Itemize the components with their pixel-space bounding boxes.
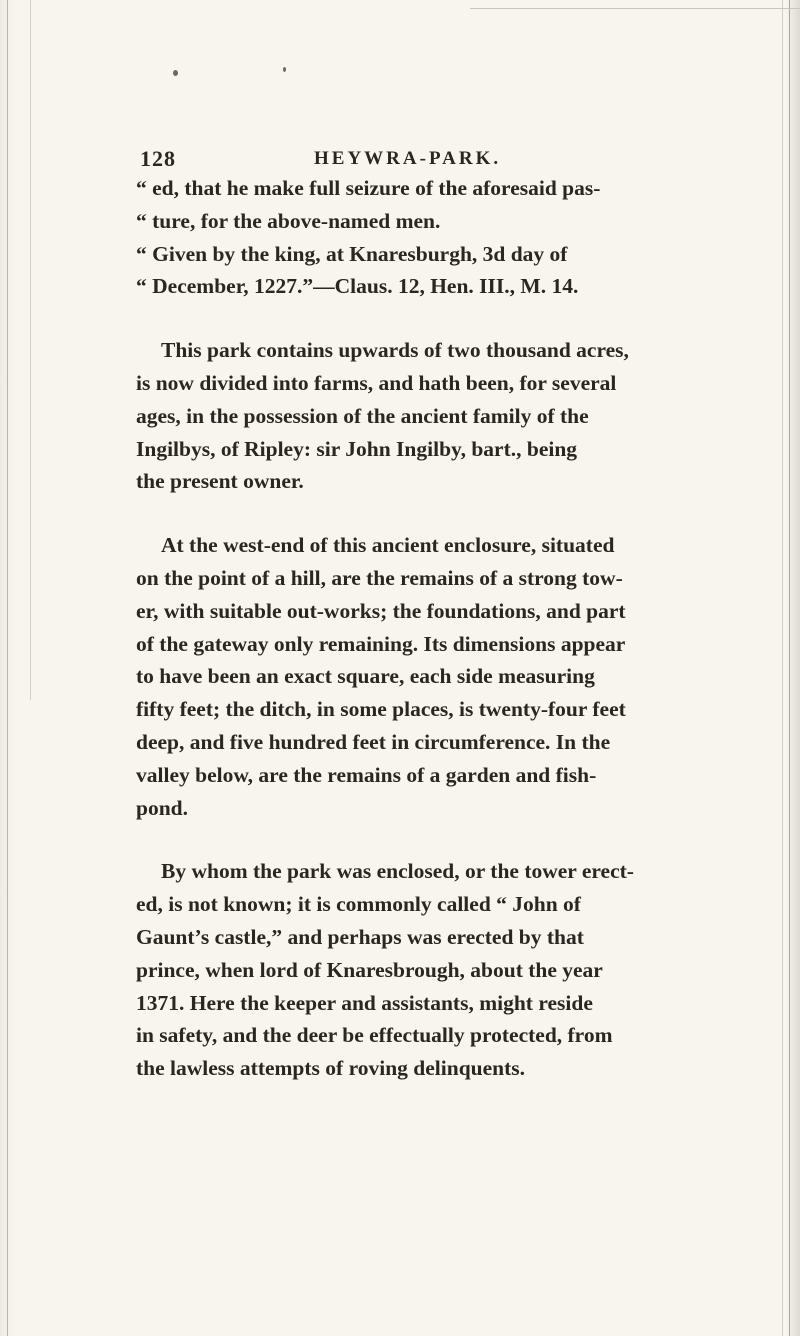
text-line: the lawless attempts of roving delinquents. <box>136 1056 526 1081</box>
charter-quote <box>136 172 796 303</box>
text-line: pond. <box>136 795 188 820</box>
text-line: “ Given by the king, at Knaresburgh, 3d day of <box>136 241 568 266</box>
text-line: is now divided into farms, and hath been, for several <box>136 370 617 395</box>
text-line: Gaunt’s castle,” and perhaps was erected by that <box>136 924 584 949</box>
text-line: in safety, and the deer be effectually protected, from <box>136 1023 613 1048</box>
text-line: to have been an exact square, each side measuring <box>136 664 595 689</box>
paragraph-gaunt <box>136 855 796 1085</box>
text-line: er, with suitable out-works; the foundations, and part <box>136 598 626 623</box>
text-line: on the point of a hill, are the remains of a strong tow- <box>136 565 623 590</box>
ink-speck <box>173 70 178 76</box>
text-line: ed, is not known; it is commonly called “ John of <box>136 892 581 917</box>
text-line: deep, and five hundred feet in circumference. In the <box>136 729 611 754</box>
body-text <box>136 172 796 1085</box>
text-line: “ ture, for the above-named men. <box>136 208 441 233</box>
text-line: By whom the park was enclosed, or the tower erect- <box>161 859 634 884</box>
text-line: 1371. Here the keeper and assistants, might reside <box>136 990 593 1015</box>
text-line: the present owner. <box>136 469 304 494</box>
running-head: HEYWRA-PARK. <box>314 148 502 169</box>
text-line: prince, when lord of Knaresbrough, about the year <box>136 957 603 982</box>
text-line: valley below, are the remains of a garden and fish- <box>136 762 597 787</box>
binding-line <box>30 0 31 700</box>
text-line: At the west-end of this ancient enclosure, situated <box>161 533 615 558</box>
text-line: fifty feet; the ditch, in some places, is twenty-four feet <box>136 697 626 722</box>
paragraph-park <box>136 334 796 498</box>
text-line: “ ed, that he make full seizure of the aforesaid pas- <box>136 176 601 200</box>
top-edge-line <box>470 8 800 9</box>
paragraph-tower <box>136 529 796 824</box>
text-line: of the gateway only remaining. Its dimensions appear <box>136 631 626 656</box>
binding-line <box>7 0 8 1336</box>
text-line: Ingilbys, of Ripley: sir John Ingilby, bart., being <box>136 436 578 461</box>
ink-speck <box>283 67 286 72</box>
page-number: 128 <box>140 146 176 171</box>
text-line: ages, in the possession of the ancient family of the <box>136 403 589 428</box>
text-line: This park contains upwards of two thousand acres, <box>161 338 629 363</box>
text-line: “ December, 1227.”—Claus. 12, Hen. III., M. 14. <box>136 274 579 299</box>
